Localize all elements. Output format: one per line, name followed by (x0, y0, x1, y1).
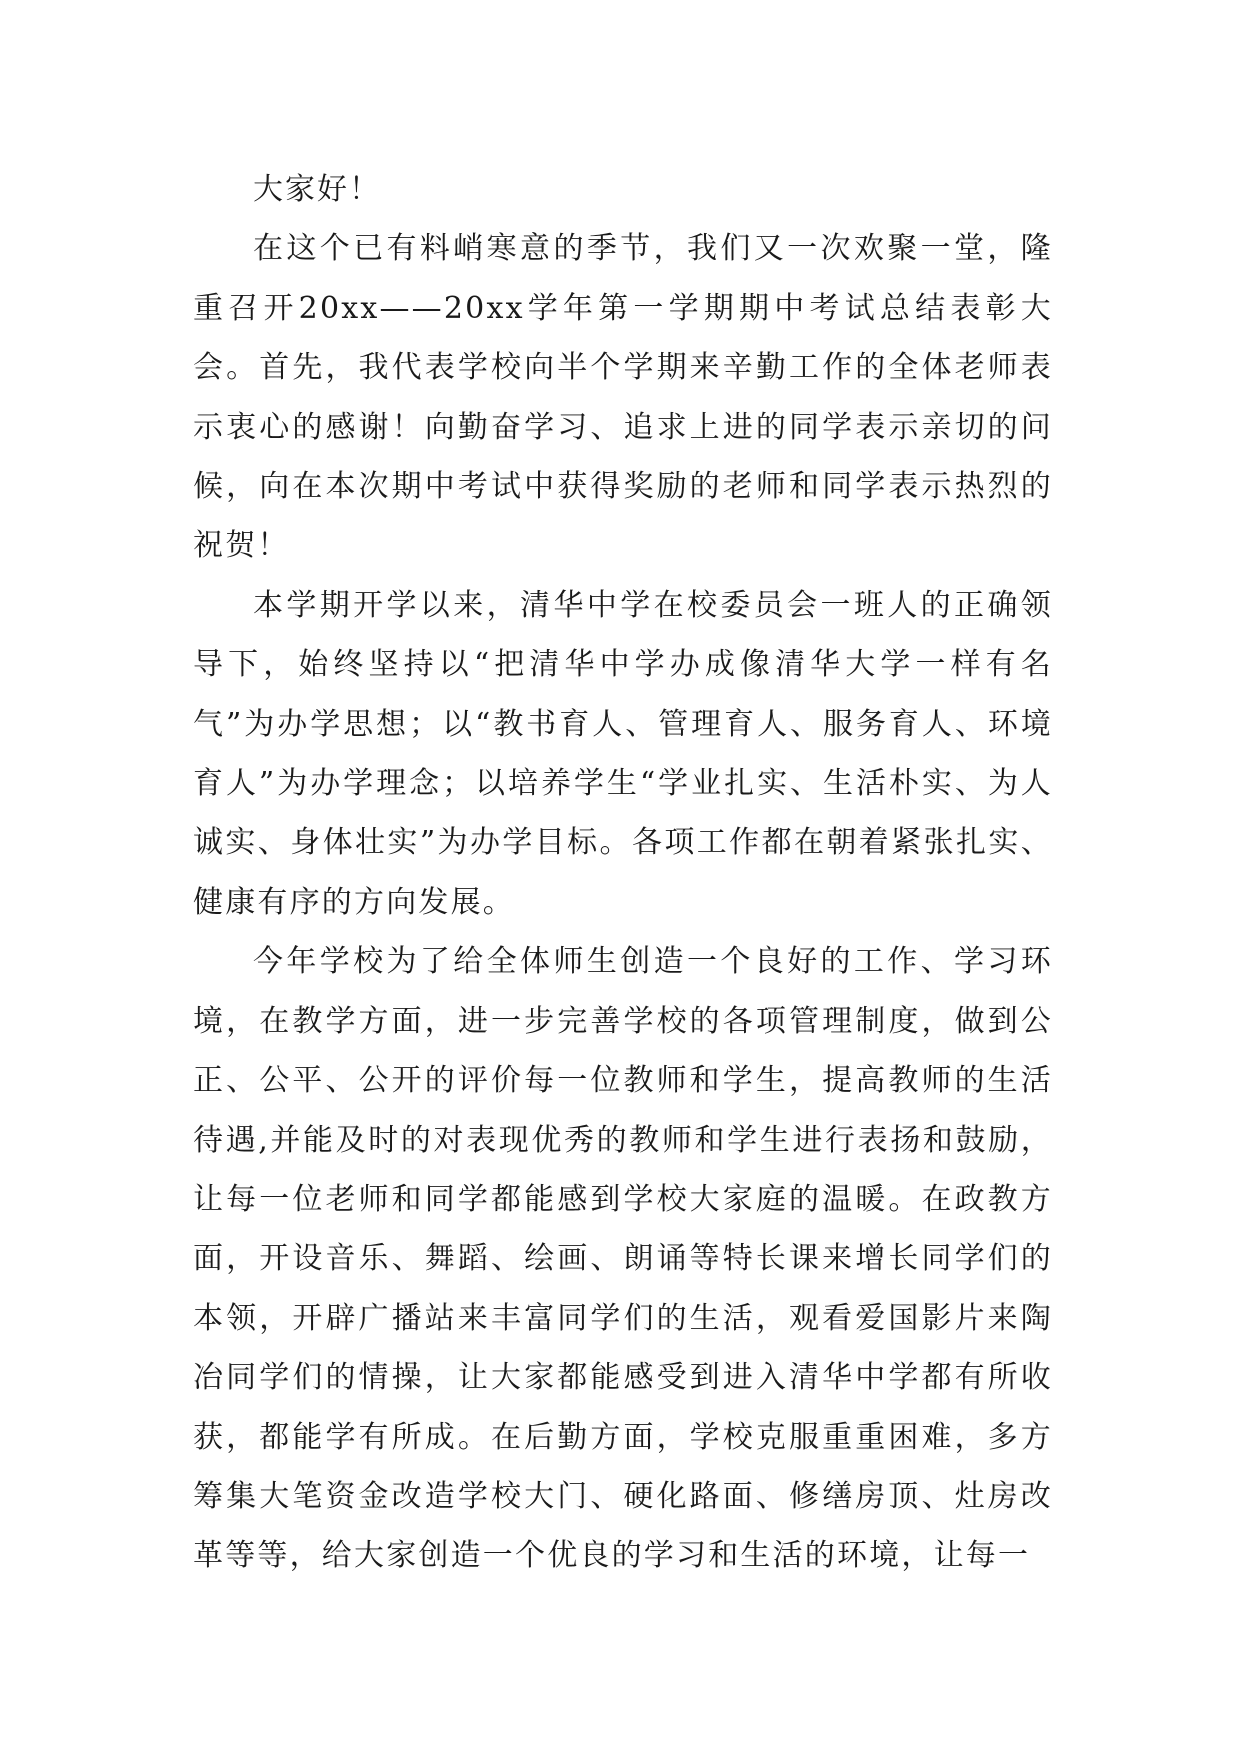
document-body (193, 160, 1053, 1586)
paragraph-school-improvements: 今年学校为了给全体师生创造一个良好的工作、学习环境，在教学方面，进一步完善学校的各项管理制度，做到公正、公平、公开的评价每一位教师和学生，提高教师的生活待遇,并能及时的对表现优秀的教师和学生进行表扬和鼓励，让每一位老师和同学都能感到学校大家庭的温暖。在政教方面，开设音乐、舞蹈、绘画、朗诵等特长课来增长同学们的本领，开辟广播站来丰富同学们的生活，观看爱国影片来陶冶同学们的情操，让大家都能感受到进入清华中学都有所收获，都能学有所成。在后勤方面，学校克服重重困难，多方筹集大笔资金改造学校大门、硬化路面、修缮房顶、灶房改革等等，给大家创造一个优良的学习和生活的环境，让每一 (193, 944, 1053, 1574)
paragraph-opening: 在这个已有料峭寒意的季节，我们又一次欢聚一堂，隆重召开20xx——20xx学年第一学期期中考试总结表彰大会。首先，我代表学校向半个学期来辛勤工作的全体老师表示衷心的感谢！向勤奋学习、追求上进的同学表示亲切的问候，向在本次期中考试中获得奖励的老师和同学表示热烈的祝贺！ (193, 231, 1053, 564)
greeting: 大家好！ (253, 172, 381, 207)
paragraph-school-philosophy: 本学期开学以来，清华中学在校委员会一班人的正确领导下，始终坚持以“把清华中学办成像清华大学一样有名气”为办学思想；以“教书育人、管理育人、服务育人、环境育人”为办学理念；以培养学生“学业扎实、生活朴实、为人诚实、身体壮实”为办学目标。各项工作都在朝着紧张扎实、健康有序的方向发展。 (193, 587, 1053, 920)
